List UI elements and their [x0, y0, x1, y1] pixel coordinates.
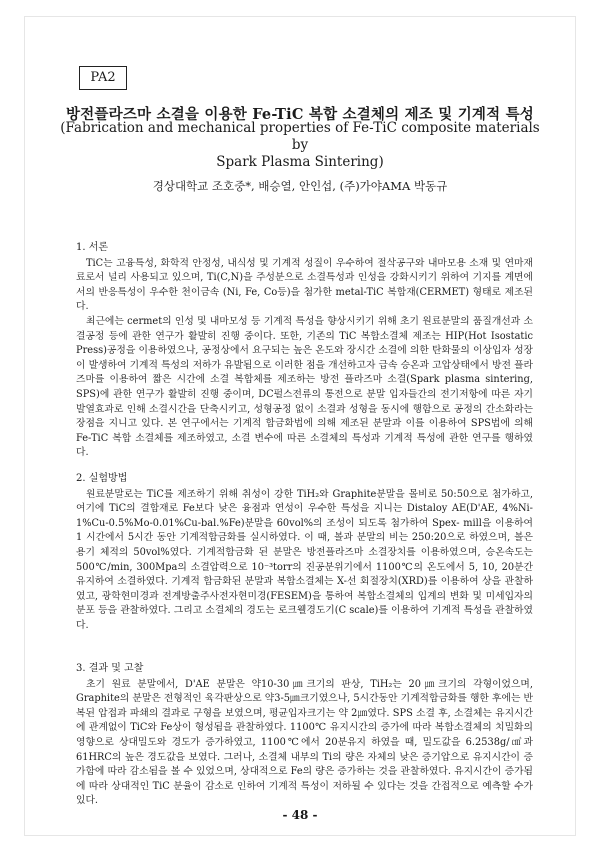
- paper-title-korean: 방전플라즈마 소결을 이용한 Fe-TiC 복합 소결체의 제조 및 기계적 특성: [66, 106, 534, 123]
- section-introduction: [76, 241, 533, 461]
- paragraph: 원료분말로는 TiC를 제조하기 위해 취성이 강한 TiH₂와 Graphite분말을 몰비로 50:50으로 첨가하고, 여기에 TiC의 결합재로 Fe보다 낮은 융점과 연성이 우수한 특성을 지니는 Distaloy AE(D'AE, 4%Ni-1%Cu-0.5%Mo-0.01%Cu-bal.%Fe)분말을 60vol%의 조성이 되도록 첨가하여 Spex- mill을 이용하여 1 시간에서 5시간 동안 기계적합금화를 실시하였다. 이 때, 볼과 분말의 비는 250:20으로 하였으며, 볼은 용기 체적의 50vol%였다. 기계적합금화 된 분말은 방전플라즈마 소결장치를 이용하였으며, 승온속도는 500℃/min, 300Mpa의 소결압력으로 10⁻³torr의 진공분위기에서 1100℃의 온도에서 5, 10, 20분간 유지하여 소결하였다. 기계적 합금화된 분말과 복합소결체는 X-선 회절장치(XRD)를 이용하여 상을 관찰하였고, 광학현미경과 전계방출주사전자현미경(FESEM)을 통하여 복합소결체의 입계의 변화 및 미세입자의 분포 등을 관찰하였다. 그리고 소결체의 경도는 로크웰경도기(C scale)를 이용하여 기계적 특성을 관찰하였다.: [76, 488, 533, 631]
- page-number: - 48 -: [282, 808, 318, 822]
- section-results: [76, 662, 533, 809]
- author-list: 경상대학교 조호중*, 배승열, 안인섭, (주)가야AMA 박동규: [152, 179, 448, 193]
- paragraph: TiC는 고융특성, 화학적 안정성, 내식성 및 기계적 성질이 우수하여 절삭공구와 내마모용 소재 및 연마재료로서 널리 사용되고 있으며, Ti(C,N)을 주성분으로 소결특성과 인성을 강화시키기 위하여 기지를 계면에서의 반응특성이 우수한 천이금속 (Ni, Fe, Co등)을 첨가한 metal-TiC 복합재(CERMET) 형태로 제조된다.: [76, 257, 533, 313]
- paragraph: 초기 원료 분말에서, D'AE 분말은 약10-30㎛크기의 판상, TiH₂는 20㎛크기의 각형이었으며, Graphite의 분말은 전형적인 육각판상으로 약3-5㎛크기였으나, 5시간동안 기계적합금화를 행한 후에는 반복된 압접과 파쇄의 결과로 구형을 보였으며, 평균입자크기는 약 2㎛였다. SPS 소결 후, 소결체는 유지시간에 관계없이 TiC와 Fe상이 형성됨을 관찰하였다. 1100℃ 유지시간의 증가에 따라 복합소결체의 치밀화의 영향으로 상대밀도와 경도가 증가하였고, 1100℃에서 20분유지 하였을 때, 밀도값을 6.2538g/㎤과 61HRC의 높은 경도값을 보였다. 그러나, 소결체 내부의 Ti의 량은 자체의 낮은 증기압으로 유지시간이 증가함에 따라 감소됨을 볼 수 있었으며, 상대적으로 Fe의 량은 증가하는 것을 관찰하였다. 유지시간이 증가됨에 따라 상대적인 TiC 분율이 감소로 인하여 기계적 특성이 저하될 수 있다는 것을 간접적으로 예측할 수가 있다.: [76, 678, 533, 807]
- section-methods: [76, 472, 533, 634]
- section-heading: 3. 결과 및 고찰: [76, 663, 144, 674]
- section-heading: 2. 실험방법: [76, 473, 128, 484]
- paper-code-box: PA2: [79, 66, 127, 90]
- section-heading: 1. 서론: [76, 242, 109, 253]
- paper-title-english: [60, 120, 540, 171]
- paper-title-english-line1: (Fabrication and mechanical properties of Fe-TiC composite materials by: [60, 120, 540, 153]
- paper-title-english-line2: Spark Plasma Sintering): [216, 154, 384, 170]
- paragraph: 최근에는 cermet의 인성 및 내마모성 등 기계적 특성을 향상시키기 위해 초기 원료분말의 품질개선과 소결공정 등에 관한 연구가 활발히 진행 중이다. 또한, 기존의 TiC 복합소결체 제조는 HIP(Hot Isostatic Press)공정을 이용하였으나, 공정상에서 요구되는 높은 온도와 장시간 소결에 의한 탄화물의 이상입자 성장이 발생하여 기계적 특성의 저하가 유발됨으로 이러한 점을 개선하고자 급속 승온과 고압상태에서 방전 플라즈마를 이용하여 짧은 시간에 소결 복합체를 제조하는 방전 플라즈마 소결(Spark plasma sintering, SPS)에 관한 연구가 활발히 진행 중이며, DC펄스전류의 통전으로 분말 입자들간의 전기저항에 따른 자기발열효과로 인해 소결시간을 단축시키고, 성형공정 없이 소결과 성형을 동시에 행함으로 공정의 간소화라는 장점을 지니고 있다. 본 연구에서는 기계적 합금화법에 의해 제조된 분말과 이를 이용하여 SPS법에 의해 Fe-TiC 복합 소결체를 제조하였고, 소결 변수에 따른 소결체의 특성과 기계적 특성에 관한 연구를 행하였다.: [76, 315, 533, 459]
